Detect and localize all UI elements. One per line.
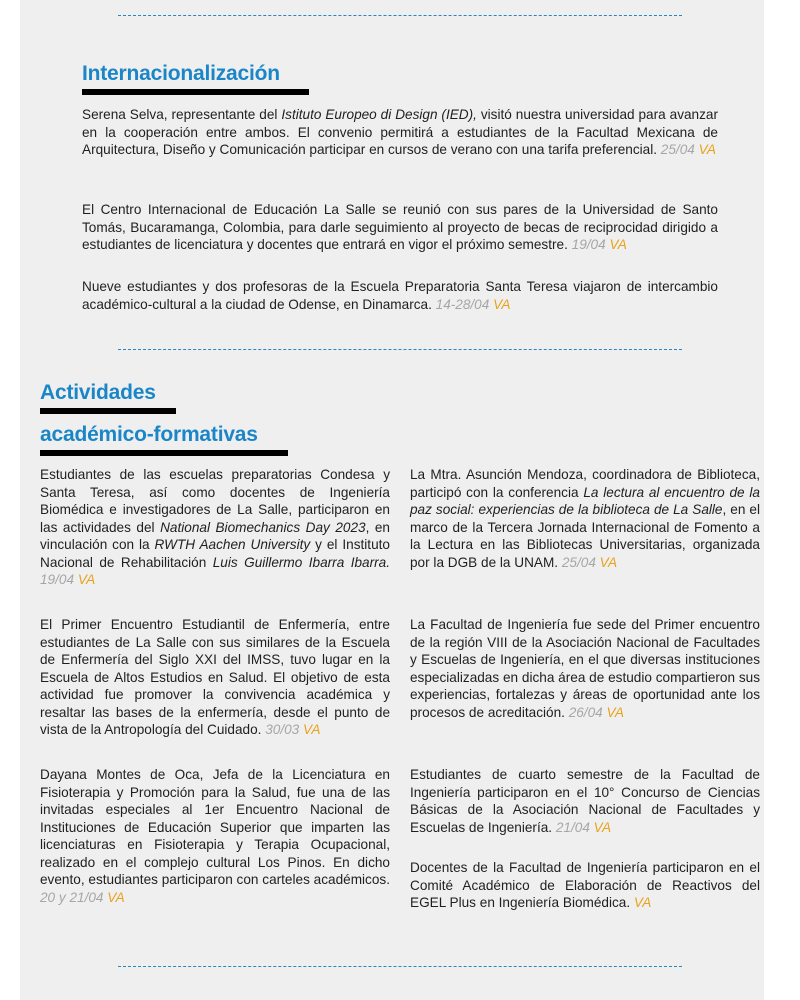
news-item: La Mtra. Asunción Mendoza, coordinadora de Biblioteca, participó con la conferencia La lectura al encuentro de la paz social: experiencias de la biblioteca de La Salle, en el marco de la Tercera Jornada Internacional de Fomento a la Lectura en las Bibliotecas Universitarias, organizada por la DGB de la UNAM. 25/04 VA (410, 467, 761, 570)
news-item: El Primer Encuentro Estudiantil de Enfermería, entre estudiantes de La Salle con sus similares de la Escuela de Enfermería del Siglo XXI del IMSS, tuvo lugar en la Escuela de Altos Estudios en Salud. El objetivo de esta actividad fue promover la convivencia académica y resaltar las bases de la enfermería, desde el punto de vista de la Antropología del Cuidado. 30/03 VA (40, 617, 390, 737)
news-item: Serena Selva, representante del Istituto Europeo di Design (IED), visitó nuestra universidad para avanzar en la cooperación entre ambos. El convenio permitirá a estudiantes de la Facultad Mexicana de Arquitectura, Diseño y Comunicación participar en cursos de verano con una tarifa preferencial. 25/04 VA (82, 107, 718, 157)
section-title-actividades-line1: Actividades (40, 381, 156, 404)
news-date: 30/03 (265, 722, 300, 737)
author-initials: VA (593, 819, 612, 835)
author-initials: VA (698, 142, 716, 157)
news-date: 25/04 (660, 142, 695, 157)
news-date: 25/04 (561, 554, 596, 570)
news-item: Nueve estudiantes y dos profesoras de la Escuela Preparatoria Santa Teresa viajaron de intercambio académico-cultural a la ciudad de Odense, en Dinamarca. 14-28/04 VA (82, 279, 718, 312)
title-underline-bar (40, 408, 176, 414)
dashed-divider (118, 966, 682, 967)
news-item: La Facultad de Ingeniería fue sede del Primer encuentro de la región VIII de la Asociación Nacional de Facultades y Escuelas de Ingeniería, en el que diversas instituciones especializadas en dicha área de estudio compartieron sus experiencias, fortalezas y áreas de oportunidad ante los procesos de acreditación. 26/04 VA (410, 617, 760, 720)
author-initials: VA (633, 895, 652, 910)
news-date: 14-28/04 (435, 296, 490, 312)
news-item: El Centro Internacional de Educación La Salle se reunió con sus pares de la Universidad de Santo Tomás, Bucaramanga, Colombia, para darle seguimiento al proyecto de becas de reciprocidad dirigido a estudiantes de licenciatura y docentes que entrará en vigor el próximo semestre. 19/04 VA (82, 202, 718, 252)
author-initials: VA (599, 554, 618, 570)
news-date: 19/04 (571, 237, 606, 252)
dashed-divider (118, 15, 682, 16)
title-underline-bar (40, 450, 288, 456)
author-initials: VA (303, 722, 321, 737)
author-initials: VA (609, 237, 627, 252)
title-underline-bar (82, 89, 309, 95)
news-date: 20 y 21/04 (40, 889, 104, 905)
dashed-divider (118, 349, 682, 350)
news-date: 26/04 (568, 704, 603, 720)
news-item: Estudiantes de las escuelas preparatorias Condesa y Santa Teresa, así como docentes de Ingeniería Biomédica e investigadores de La Salle, participaron en las actividades del National Biomechanics Day 2023, en vinculación con la RWTH Aachen University y el Instituto Nacional de Rehabilitación Luis Guillermo Ibarra Ibarra. 19/04 VA (40, 467, 390, 587)
news-item: Docentes de la Facultad de Ingeniería participaron en el Comité Académico de Elaboración de Reactivos del EGEL Plus en Ingeniería Biomédica. VA (410, 860, 760, 910)
news-date: 19/04 (40, 572, 75, 587)
news-item: Estudiantes de cuarto semestre de la Facultad de Ingeniería participaron en el 10° Concurso de Ciencias Básicas de la Asociación Nacional de Facultades y Escuelas de Ingeniería. 21/04 VA (410, 767, 760, 835)
news-date: 21/04 (555, 819, 590, 835)
author-initials: VA (77, 572, 96, 587)
section-title-internacionalizacion: Internacionalización (82, 62, 280, 85)
section-title-actividades-line2: académico-formativas (40, 423, 258, 446)
news-item: Dayana Montes de Oca, Jefa de la Licenciatura en Fisioterapia y Promoción para la Salud, fue una de las invitadas especiales al 1er Encuentro Nacional de Instituciones de Educación Superior que imparten las licenciaturas en Fisioterapia y Terapia Ocupacional, realizado en el complejo cultural Los Pinos. En dicho evento, estudiantes participaron con carteles académicos. 20 y 21/04 VA (40, 767, 390, 905)
author-initials: VA (606, 704, 624, 720)
author-initials: VA (107, 889, 125, 905)
author-initials: VA (493, 296, 511, 312)
